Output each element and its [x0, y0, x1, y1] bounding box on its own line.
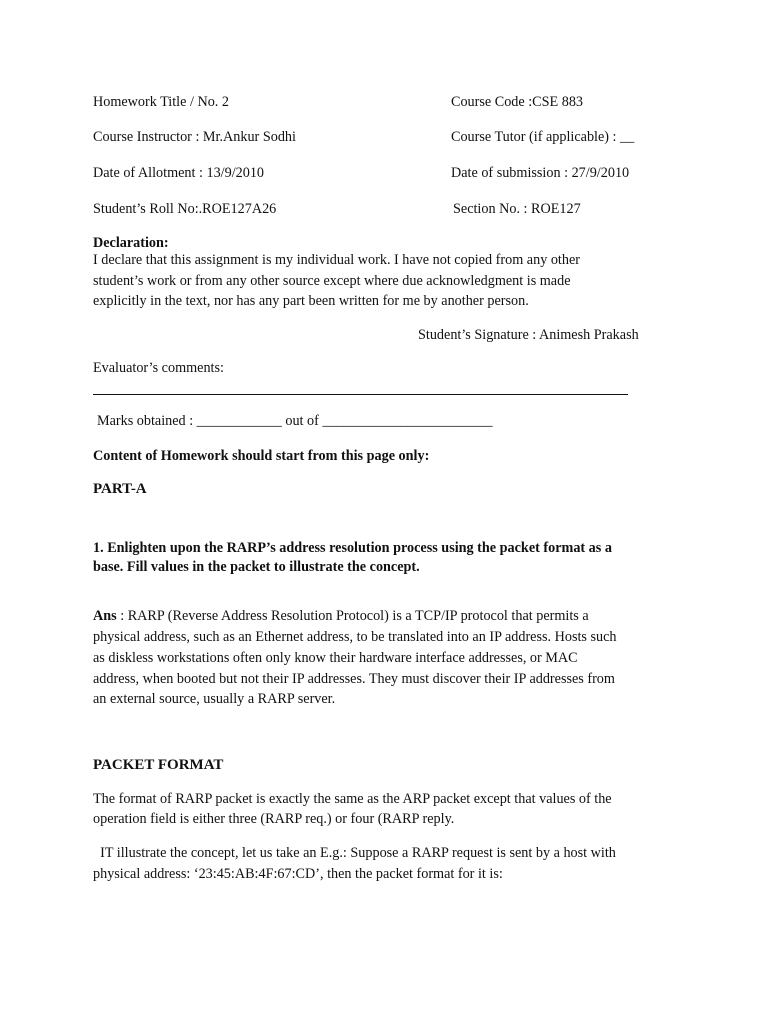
- date-of-submission: Date of submission : 27/9/2010: [451, 165, 630, 181]
- course-instructor: Course Instructor : Mr.Ankur Sodhi: [93, 129, 296, 145]
- declaration-title: Declaration:: [93, 235, 169, 251]
- part-heading: PART-A: [93, 481, 147, 497]
- declaration-line-3: explicitly in the text, nor has any part been written for me by another person.: [93, 293, 529, 309]
- content-start-note: Content of Homework should start from this page only:: [93, 448, 430, 464]
- comments-rule: [93, 394, 628, 395]
- marks-obtained: Marks obtained : ____________ out of ________________________: [97, 413, 493, 429]
- section-no: Section No. : ROE127: [453, 201, 581, 217]
- answer-line-3: as diskless workstations often only know their hardware interface addresses, or MAC: [93, 650, 578, 666]
- answer-line-1: [93, 606, 589, 627]
- student-signature: Student’s Signature : Animesh Prakash: [418, 327, 639, 343]
- answer-label: Ans: [93, 608, 117, 624]
- format-line-2: operation field is either three (RARP req.) or four (RARP reply.: [93, 811, 455, 827]
- homework-title: Homework Title / No. 2: [93, 94, 229, 110]
- date-of-allotment: Date of Allotment : 13/9/2010: [93, 165, 265, 181]
- example-line-1: IT illustrate the concept, let us take an E.g.: Suppose a RARP request is sent by a host with: [93, 845, 616, 861]
- student-roll-no: Student’s Roll No:.ROE127A26: [93, 201, 277, 217]
- packet-format-heading: PACKET FORMAT: [93, 757, 224, 773]
- answer-line-5: an external source, usually a RARP server.: [93, 691, 336, 707]
- course-code: Course Code :CSE 883: [451, 94, 584, 110]
- format-line-1: The format of RARP packet is exactly the same as the ARP packet except that values of the: [93, 791, 612, 807]
- example-line-2: physical address: ‘23:45:AB:4F:67:CD’, then the packet format for it is:: [93, 866, 503, 882]
- declaration-line-1: I declare that this assignment is my individual work. I have not copied from any other: [93, 252, 580, 268]
- question-line-2: base. Fill values in the packet to illustrate the concept.: [93, 559, 420, 575]
- course-tutor: Course Tutor (if applicable) : __: [451, 129, 635, 145]
- question-line-1: 1. Enlighten upon the RARP’s address resolution process using the packet format as a: [93, 540, 612, 556]
- declaration-line-2: student’s work or from any other source except where due acknowledgment is made: [93, 273, 571, 289]
- evaluator-comments: Evaluator’s comments:: [93, 360, 224, 376]
- answer-line-4: address, when booted but not their IP addresses. They must discover their IP addresses from: [93, 671, 615, 687]
- answer-line-1-text: : RARP (Reverse Address Resolution Protocol) is a TCP/IP protocol that permits a: [116, 608, 589, 624]
- answer-line-2: physical address, such as an Ethernet address, to be translated into an IP address. Hosts such: [93, 629, 617, 645]
